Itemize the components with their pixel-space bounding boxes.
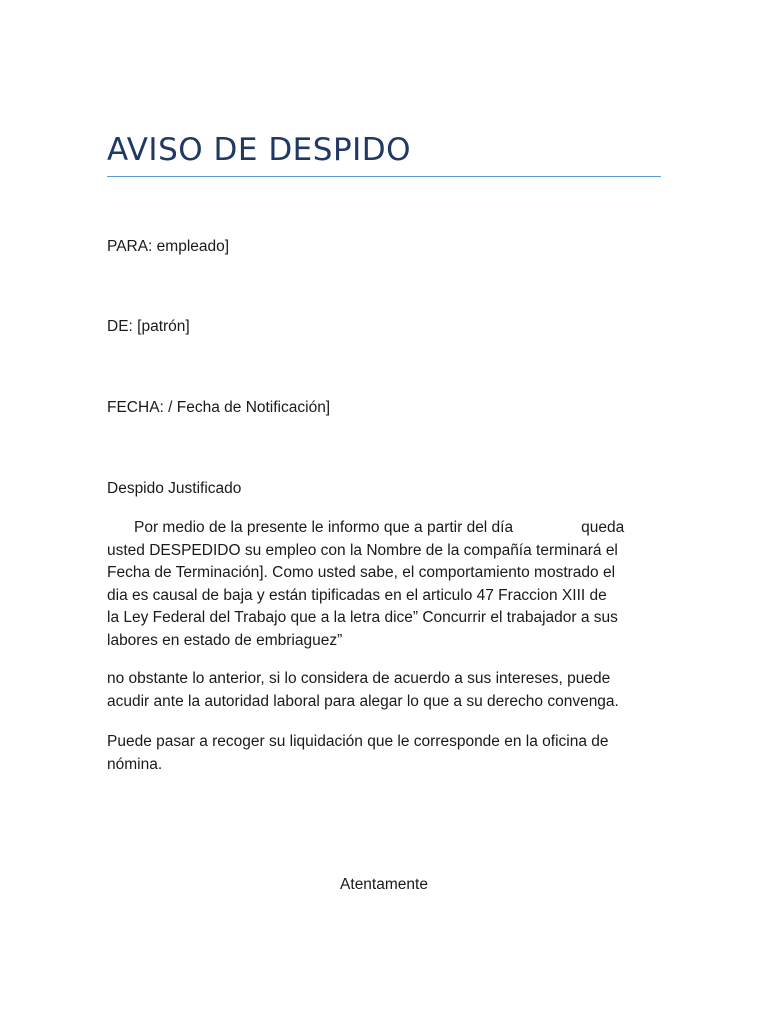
paragraph-line: nómina. (107, 755, 163, 773)
paragraph-line: Fecha de Terminación]. Como usted sabe, el comportamiento mostrado el (107, 564, 616, 581)
paragraph-line: acudir ante la autoridad laboral para alegar lo que a su derecho convenga. (107, 692, 619, 710)
paragraph-line: Puede pasar a recoger su liquidación que le corresponde en la oficina de (107, 733, 609, 750)
paragraph-line: no obstante lo anterior, si lo considera de acuerdo a sus intereses, puede (107, 670, 611, 687)
paragraph-line: labores en estado de embriaguez” (107, 631, 343, 649)
paragraph-line: usted DESPEDIDO su empleo con la Nombre de la compañía terminará el (107, 541, 618, 559)
paragraph-line (107, 517, 667, 540)
paragraph-line: la Ley Federal del Trabajo que a la letra dice” Concurrir el trabajador a sus (107, 609, 618, 626)
recipient-line: PARA: empleado] (107, 238, 230, 255)
closing-salutation: Atentamente (340, 876, 428, 893)
body-paragraph-settlement (107, 731, 667, 776)
document-title: AVISO DE DESPIDO (107, 132, 412, 168)
paragraph-line: dia es causal de baja y están tipificadas en el articulo 47 Fraccion XIII de (107, 586, 607, 604)
paragraph-text: Por medio de la presente le informo que a partir del día (134, 519, 514, 536)
sender-line: DE: [patrón] (107, 318, 190, 335)
date-line: FECHA: / Fecha de Notificación] (107, 399, 331, 416)
subject-line: Despido Justificado (107, 480, 242, 497)
body-paragraph-dismissal (107, 517, 667, 652)
body-paragraph-appeal (107, 668, 667, 713)
paragraph-text: queda (581, 519, 625, 536)
title-underline-rule (107, 176, 661, 177)
